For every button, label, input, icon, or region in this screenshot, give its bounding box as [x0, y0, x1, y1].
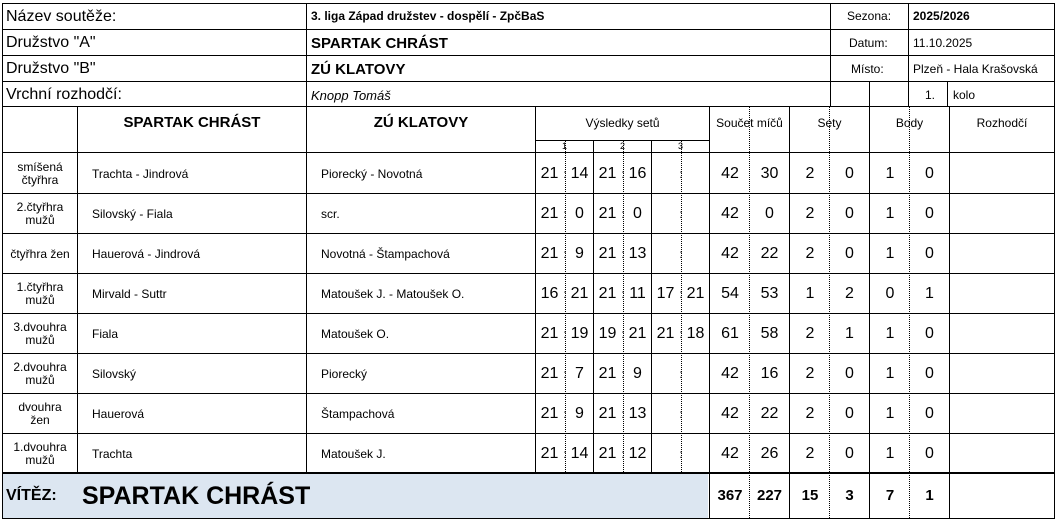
- total-body-a: 7: [885, 487, 895, 505]
- round-number: 1.: [925, 88, 936, 102]
- set-separator: :: [621, 326, 625, 341]
- cell-s3b: 21: [686, 284, 705, 302]
- cell-s2a: 21: [598, 164, 617, 182]
- cell-s1a: 21: [540, 164, 559, 182]
- cell-s2a: 21: [598, 284, 617, 302]
- dotted-divider: [909, 106, 910, 518]
- cell-sets-b: 0: [845, 404, 854, 422]
- cell-s1a: 21: [540, 324, 559, 342]
- competition-value: 3. liga Západ družstev - dospělí - ZpčBaS: [311, 9, 545, 23]
- h-rule: [2, 55, 1054, 56]
- cell-body-a: 1: [885, 324, 895, 342]
- cell-s2b: 16: [628, 164, 647, 182]
- cell-s2a: 21: [598, 244, 617, 262]
- v-rule: [869, 473, 870, 518]
- cell-s3b: [682, 434, 709, 474]
- cell-s2a: 21: [598, 404, 617, 422]
- winner-label: VÍTĚZ:: [6, 487, 57, 504]
- v-rule: [947, 81, 948, 106]
- frame-bottom: [2, 518, 1054, 519]
- cell-category: smíšená čtyřhra: [17, 160, 63, 187]
- cell-s3b: [682, 394, 709, 434]
- dotted-divider: [681, 140, 682, 474]
- cell-s2a: 21: [598, 204, 617, 222]
- cell-player-b: Piorecký - Novotná: [321, 167, 423, 181]
- cell-player-b: Matoušek J.: [321, 447, 386, 461]
- cell-s1b: 9: [575, 244, 584, 262]
- h-rule: [2, 273, 1054, 274]
- h-rule: [2, 106, 1054, 107]
- h-rule: [2, 473, 1054, 474]
- dotted-divider: [565, 140, 566, 474]
- cell-s1b: 14: [570, 444, 589, 462]
- cell-player-b: Piorecký: [321, 367, 368, 381]
- cell-pts-a: 61: [721, 324, 739, 342]
- cell-s2b: 9: [633, 364, 642, 382]
- set-separator: :: [621, 406, 625, 421]
- cell-pts-a: 42: [721, 164, 739, 182]
- referee-label: Vrchní rozhodčí:: [6, 86, 122, 103]
- cell-s3a: [652, 194, 679, 234]
- set-separator: :: [563, 166, 567, 181]
- cell-pts-b: 16: [760, 364, 779, 382]
- cell-s2b: 12: [628, 444, 647, 462]
- set-separator: :: [621, 366, 625, 381]
- v-rule: [789, 106, 790, 474]
- team-b-label: Družstvo "B": [6, 60, 96, 77]
- cell-sets-a: 2: [805, 404, 815, 422]
- cell-s3b: [682, 194, 709, 234]
- v-rule: [830, 3, 831, 106]
- total-points-b: 227: [756, 487, 783, 505]
- v-rule: [709, 106, 710, 474]
- v-rule: [77, 106, 78, 474]
- cell-s2a: 21: [598, 444, 617, 462]
- h-rule: [2, 233, 1054, 234]
- cell-player-b: Novotná - Štampachová: [321, 247, 450, 261]
- set-separator: :: [563, 286, 567, 301]
- cell-pts-a: 42: [721, 204, 739, 222]
- winner-value: SPARTAK CHRÁST: [82, 481, 311, 510]
- cell-s3a: [652, 154, 679, 194]
- h-rule: [2, 81, 1054, 82]
- cell-s1b: 7: [575, 364, 584, 382]
- set-separator: :: [679, 446, 683, 461]
- cell-s3a: [652, 234, 679, 274]
- date-value: 11.10.2025: [913, 36, 973, 50]
- cell-pts-b: 0: [765, 204, 774, 222]
- set-separator: :: [679, 166, 683, 181]
- cell-body-a: 1: [885, 244, 895, 262]
- cell-s2b: 0: [633, 204, 642, 222]
- set-separator: :: [563, 406, 567, 421]
- set-separator: :: [563, 446, 567, 461]
- cell-sets-b: 0: [845, 364, 854, 382]
- cell-category: 1.dvouhra mužů: [13, 440, 67, 467]
- dotted-divider: [749, 106, 750, 518]
- cell-s1a: 21: [540, 364, 559, 382]
- cell-sets-a: 2: [805, 324, 815, 342]
- cell-s2b: 13: [628, 244, 647, 262]
- cell-pts-a: 42: [721, 244, 739, 262]
- cell-body-b: 0: [925, 364, 934, 382]
- cell-body-b: 0: [925, 244, 934, 262]
- v-rule: [949, 106, 950, 474]
- cell-body-a: 0: [885, 284, 895, 302]
- cell-s3a: 21: [656, 324, 675, 342]
- v-rule: [651, 140, 652, 474]
- cell-category: 1.čtyřhra mužů: [16, 280, 64, 307]
- cell-sets-b: 0: [845, 164, 854, 182]
- v-rule: [949, 473, 950, 518]
- v-rule: [709, 473, 710, 518]
- cell-sets-a: 2: [805, 444, 815, 462]
- h-rule: [2, 152, 1054, 153]
- cell-pts-b: 53: [760, 284, 779, 302]
- season-label: Sezona:: [847, 9, 892, 23]
- h-rule: [2, 193, 1054, 194]
- cell-category: 2.dvouhra mužů: [13, 360, 67, 387]
- cell-s3a: [652, 354, 679, 394]
- frame-right: [1054, 3, 1055, 519]
- cell-s1a: 16: [540, 284, 559, 302]
- cell-sets-a: 2: [805, 364, 815, 382]
- col-points: Součet míčů: [716, 115, 783, 130]
- cell-s2a: 19: [598, 324, 617, 342]
- v-rule: [789, 473, 790, 518]
- set-separator: :: [563, 326, 567, 341]
- cell-player-a: Silovský: [92, 367, 137, 381]
- cell-sets-a: 2: [805, 244, 815, 262]
- col-set-3: 3: [677, 140, 683, 151]
- set-separator: :: [563, 246, 567, 261]
- total-sets-b: 3: [845, 487, 854, 505]
- cell-category: dvouhra žen: [18, 400, 62, 427]
- h-rule: [2, 393, 1054, 394]
- round-label: kolo: [953, 88, 976, 102]
- cell-category: 2.čtyřhra mužů: [16, 200, 64, 227]
- cell-s1a: 21: [540, 244, 559, 262]
- cell-player-b: Matoušek O.: [321, 327, 390, 341]
- v-rule: [869, 81, 870, 106]
- set-separator: :: [621, 246, 625, 261]
- team-b-value: ZÚ KLATOVY: [311, 60, 406, 78]
- cell-s3a: [652, 394, 679, 434]
- cell-pts-b: 26: [760, 444, 779, 462]
- cell-s1b: 21: [570, 284, 589, 302]
- cell-sets-b: 0: [845, 444, 854, 462]
- cell-s1a: 21: [540, 404, 559, 422]
- cell-body-b: 0: [925, 324, 934, 342]
- total-body-b: 1: [925, 487, 934, 505]
- v-rule: [306, 106, 307, 474]
- cell-player-a: Trachta - Jindrová: [92, 167, 189, 181]
- set-separator: :: [563, 206, 567, 221]
- cell-s1b: 19: [570, 324, 589, 342]
- set-separator: :: [679, 206, 683, 221]
- cell-pts-b: 22: [760, 404, 779, 422]
- referee-value: Knopp Tomáš: [311, 87, 391, 103]
- cell-s2b: 11: [629, 284, 646, 302]
- cell-pts-a: 42: [721, 404, 739, 422]
- h-rule: [2, 29, 1054, 30]
- set-separator: :: [679, 246, 683, 261]
- cell-s3a: [652, 434, 679, 474]
- cell-player-a: Hauerová - Jindrová: [92, 247, 201, 261]
- cell-sets-a: 1: [805, 284, 815, 302]
- cell-body-a: 1: [885, 404, 895, 422]
- cell-body-a: 1: [885, 444, 895, 462]
- season-value: 2025/2026: [913, 9, 970, 23]
- h-rule: [2, 433, 1054, 434]
- cell-s2a: 21: [598, 364, 617, 382]
- cell-player-a: Trachta: [92, 447, 133, 461]
- cell-s1b: 0: [575, 204, 584, 222]
- cell-pts-b: 30: [760, 164, 779, 182]
- total-points-a: 367: [717, 487, 743, 505]
- cell-s3b: [682, 354, 709, 394]
- cell-pts-a: 54: [721, 284, 739, 302]
- v-rule: [535, 106, 536, 474]
- cell-s3a: 17: [656, 284, 675, 302]
- cell-sets-b: 2: [845, 284, 854, 302]
- dotted-divider: [623, 140, 624, 474]
- col-sets: Sety: [817, 115, 842, 130]
- cell-player-a: Fiala: [92, 327, 119, 341]
- cell-sets-a: 2: [805, 204, 815, 222]
- set-separator: :: [621, 286, 625, 301]
- cell-s1b: 9: [575, 404, 584, 422]
- cell-player-a: Hauerová: [92, 407, 145, 421]
- cell-body-b: 0: [925, 444, 934, 462]
- cell-s2b: 13: [628, 404, 647, 422]
- cell-body-b: 0: [925, 404, 934, 422]
- date-label: Datum:: [849, 36, 888, 50]
- v-rule: [593, 140, 594, 474]
- set-separator: :: [679, 406, 683, 421]
- set-separator: :: [621, 206, 625, 221]
- h-rule: [2, 353, 1054, 354]
- cell-s2b: 21: [628, 324, 647, 342]
- col-team-b: ZÚ KLATOVY: [373, 114, 469, 132]
- total-sets-a: 15: [801, 487, 819, 505]
- cell-player-a: Silovský - Fiala: [92, 207, 173, 221]
- dotted-divider: [829, 106, 830, 518]
- set-separator: :: [679, 326, 683, 341]
- cell-s3b: [682, 234, 709, 274]
- col-body: Body: [895, 115, 924, 130]
- cell-sets-b: 0: [845, 244, 854, 262]
- set-separator: :: [563, 366, 567, 381]
- cell-sets-a: 2: [805, 164, 815, 182]
- cell-sets-b: 0: [845, 204, 854, 222]
- cell-sets-b: 1: [845, 324, 854, 342]
- h-rule: [2, 313, 1054, 314]
- cell-player-a: Mirvald - Suttr: [92, 287, 167, 301]
- team-a-label: Družstvo "A": [6, 34, 96, 51]
- cell-player-b: scr.: [321, 207, 340, 221]
- team-a-value: SPARTAK CHRÁST: [311, 34, 448, 52]
- cell-s1a: 21: [540, 444, 559, 462]
- cell-body-a: 1: [885, 364, 895, 382]
- set-separator: :: [621, 166, 625, 181]
- col-set-2: 2: [619, 140, 625, 151]
- cell-s3b: [682, 154, 709, 194]
- cell-body-a: 1: [885, 164, 895, 182]
- cell-pts-a: 42: [721, 444, 739, 462]
- cell-pts-b: 22: [760, 244, 779, 262]
- cell-category: čtyřhra žen: [10, 246, 70, 261]
- cell-body-a: 1: [885, 204, 895, 222]
- v-rule: [908, 3, 909, 106]
- place-value: Plzeň - Hala Krašovská: [913, 62, 1038, 76]
- cell-body-b: 0: [925, 164, 934, 182]
- cell-player-b: Štampachová: [321, 407, 395, 421]
- cell-s3b: 18: [686, 324, 705, 342]
- place-label: Místo:: [851, 62, 884, 76]
- col-decisive: Rozhodčí: [976, 115, 1028, 130]
- v-rule: [869, 106, 870, 474]
- set-separator: :: [679, 286, 683, 301]
- frame-top: [2, 3, 1054, 4]
- competition-label: Název soutěže:: [6, 8, 117, 25]
- cell-player-b: Matoušek J. - Matoušek O.: [321, 287, 465, 301]
- cell-pts-a: 42: [721, 364, 739, 382]
- v-rule: [306, 3, 307, 106]
- col-set-1: 1: [561, 140, 567, 151]
- col-set-results: Výsledky setů: [585, 115, 660, 130]
- cell-body-b: 0: [925, 204, 934, 222]
- set-separator: :: [679, 366, 683, 381]
- col-team-a: SPARTAK CHRÁST: [123, 114, 261, 132]
- cell-category: 3.dvouhra mužů: [13, 320, 67, 347]
- set-separator: :: [621, 446, 625, 461]
- cell-pts-b: 58: [760, 324, 779, 342]
- cell-body-b: 1: [925, 284, 934, 302]
- cell-s1b: 14: [570, 164, 589, 182]
- cell-s1a: 21: [540, 204, 559, 222]
